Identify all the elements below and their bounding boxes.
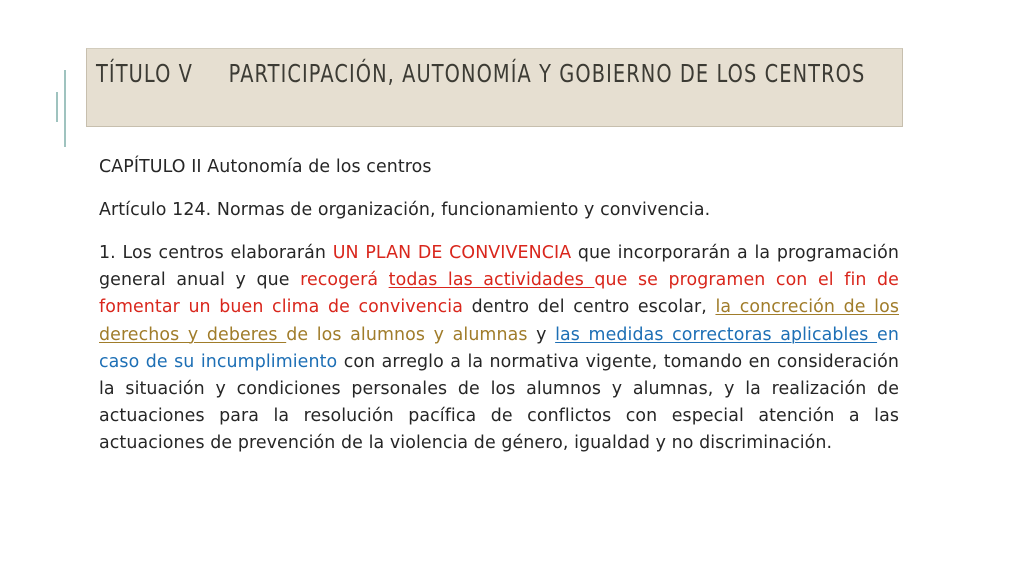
highlight-plan-convivencia: UN PLAN DE CONVIVENCIA: [332, 243, 572, 263]
text-space: [378, 270, 389, 290]
highlight-medidas-correctoras: las medidas correctoras aplicables: [555, 324, 878, 345]
accent-line-short: [56, 92, 58, 122]
slide-title: [96, 59, 865, 88]
article-heading: Artículo 124. Normas de organización, funcionamiento y convivencia.: [99, 200, 711, 220]
highlight-derechos-deberes: la concreción de los derechos y deberes: [99, 297, 899, 345]
title-part-1: TÍTULO V: [96, 59, 194, 88]
body-paragraph: [99, 240, 899, 458]
content-body: [99, 154, 899, 458]
highlight-alumnos: de los alumnos y alumnas: [286, 324, 528, 345]
text-segment: y: [527, 324, 556, 345]
highlight-fomentar-convivencia: que se programen con el fin de fomentar un buen clima de convivencia: [99, 270, 899, 318]
accent-line-long: [64, 70, 66, 147]
chapter-heading: CAPÍTULO II Autonomía de los centros: [99, 157, 432, 177]
text-segment: que incorporarán a la programación general anual y que: [99, 243, 900, 291]
title-part-2: PARTICIPACIÓN, AUTONOMÍA Y GOBIERNO DE LOS CENTROS: [228, 59, 866, 88]
highlight-recogera: recogerá: [300, 270, 379, 291]
text-segment: dentro del centro escolar,: [463, 297, 716, 318]
highlight-actividades: todas las actividades: [388, 270, 595, 291]
title-box: [86, 48, 903, 127]
text-segment: con arreglo a la normativa vigente, tomando en consideración la situación y condiciones personales de los alumnos y alumnas, y la realización de actuaciones para la resolución pacífica de conflictos con especial atención a las actuaciones de prevención de la violencia de género, igualdad y no discriminación.: [99, 351, 899, 454]
highlight-incumplimiento: en caso de su incumplimiento: [99, 324, 899, 372]
text-segment: 1. Los centros elaborarán: [99, 243, 333, 263]
